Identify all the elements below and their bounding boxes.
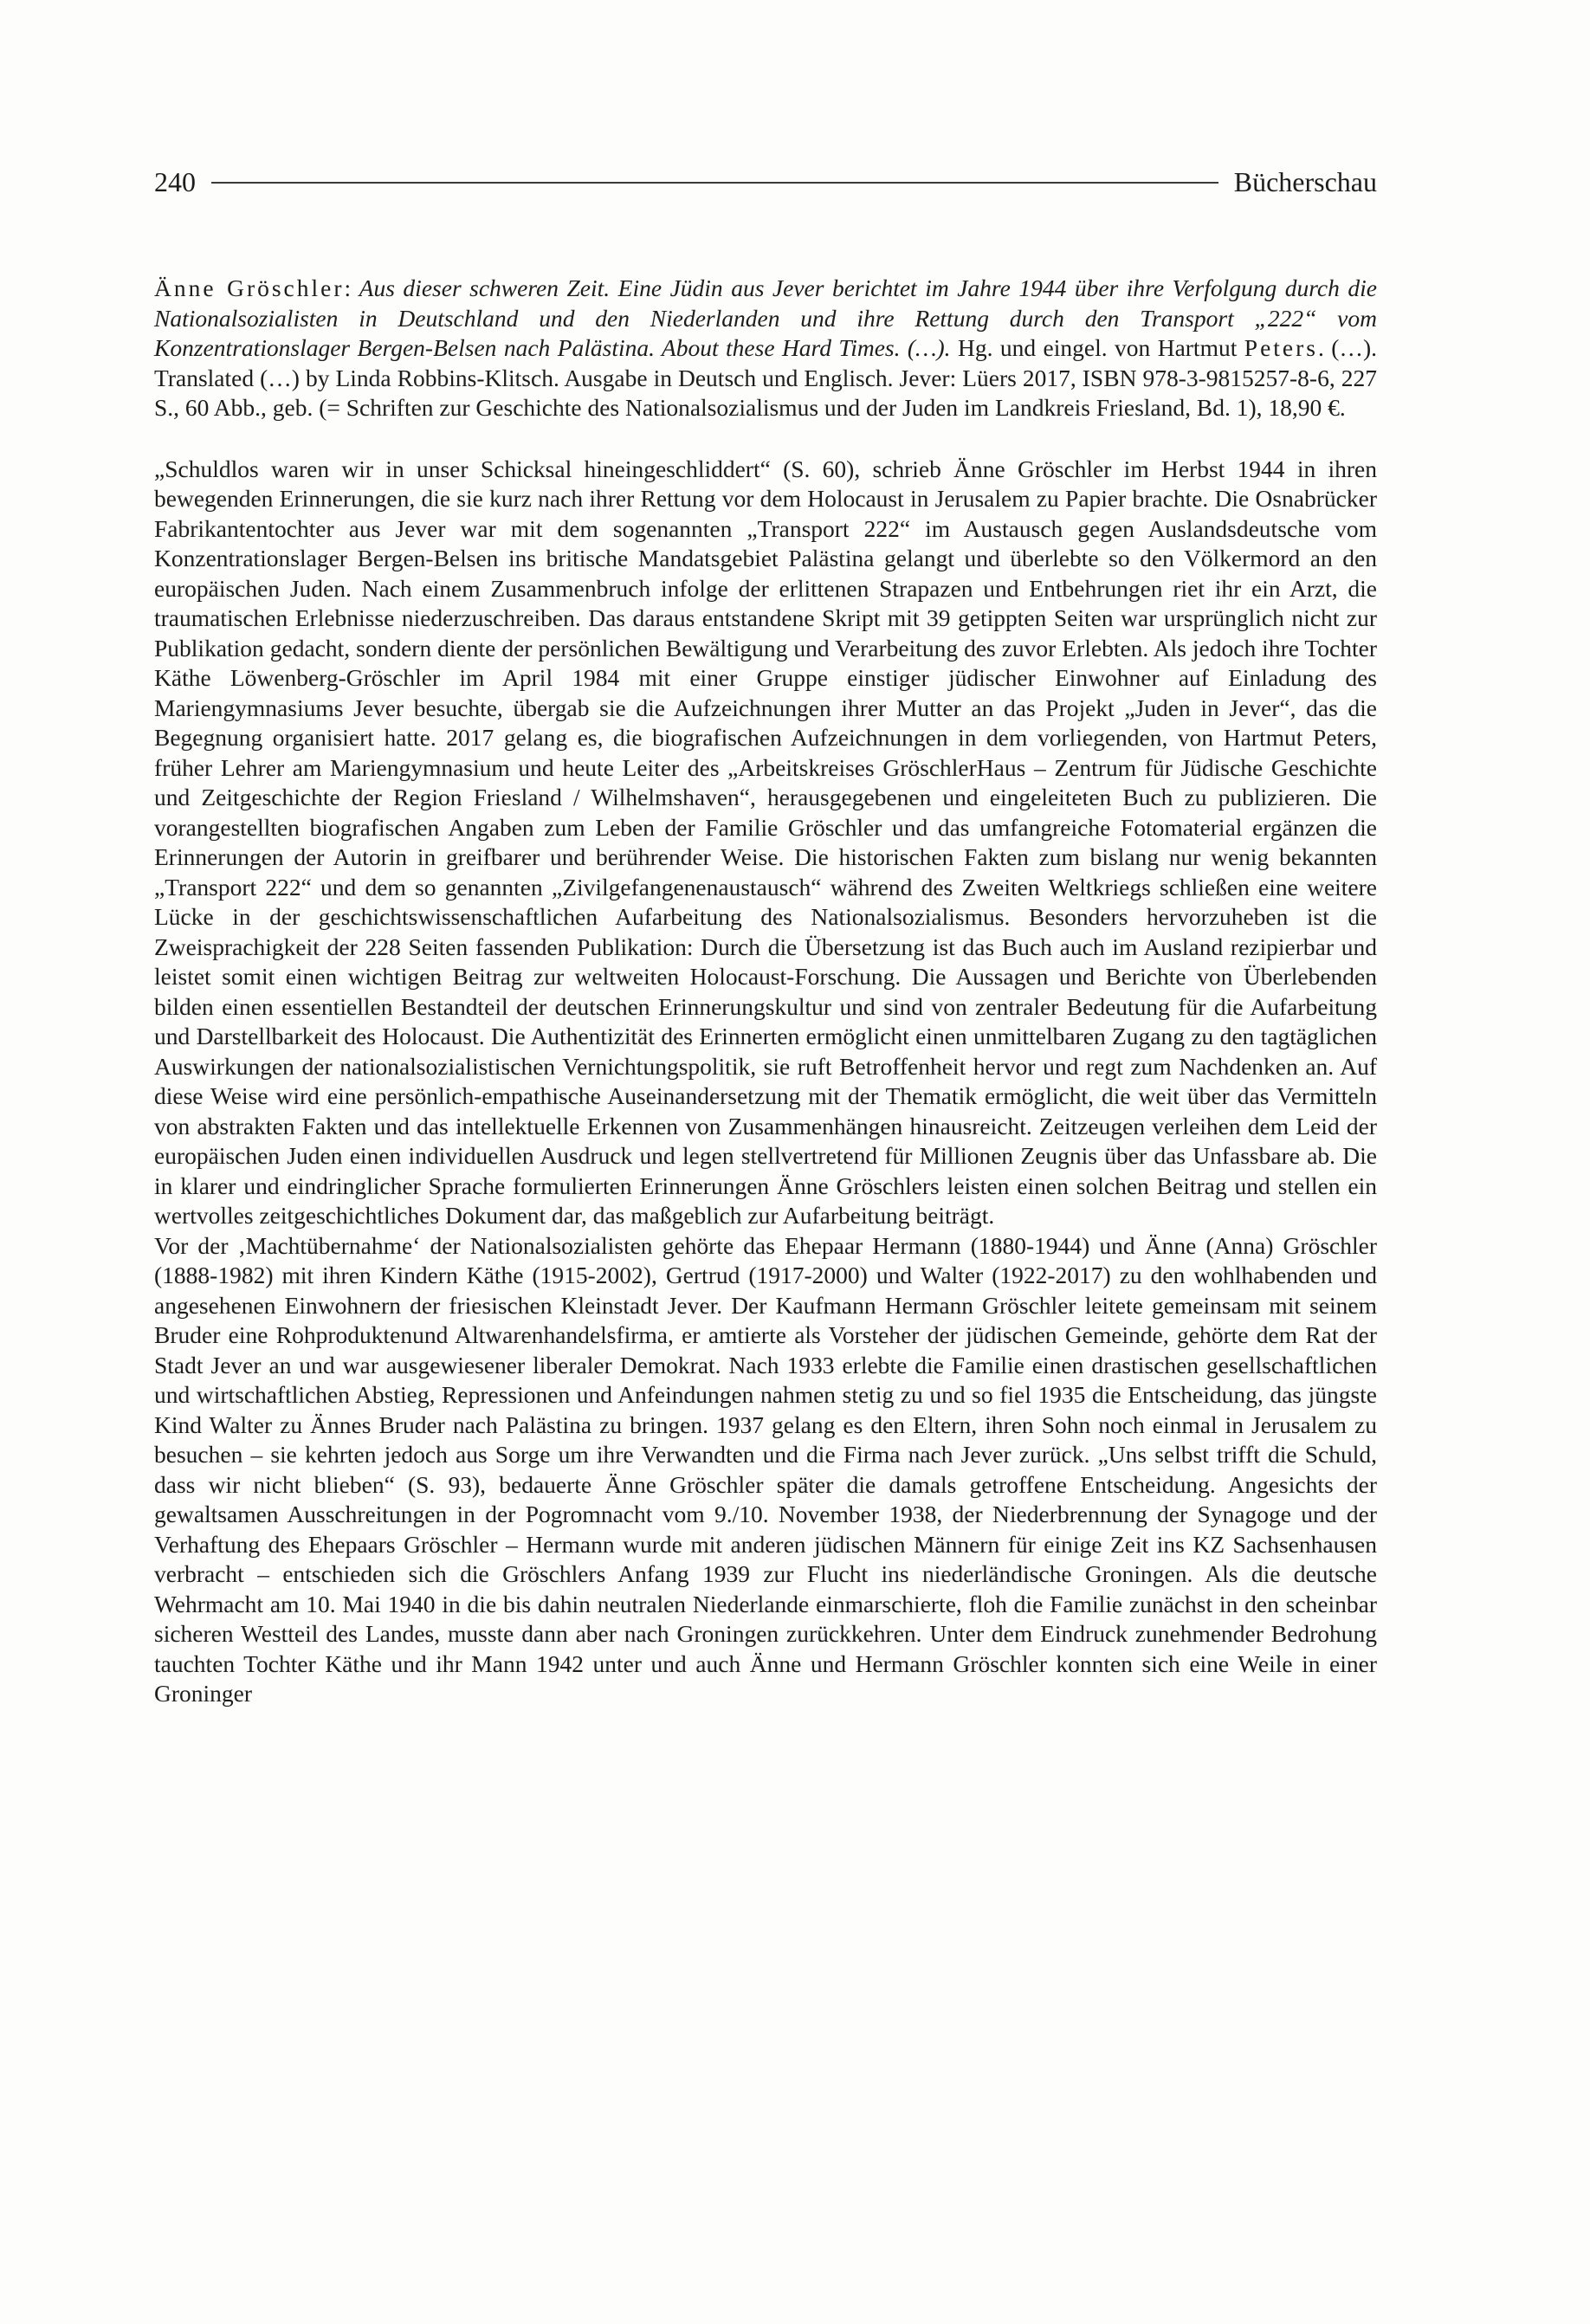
book-title: Aus dieser schweren Zeit. Eine Jüdin aus Jever berichtet im Jahre 1944 über ihre Verfolgung durch die Nationalsozialisten in Deutschland und den Niederlanden und ihre Rettung durch den Transport „222“ vom Konzentrationslager Bergen-Belsen nach Palästina. About these Hard Times. (…). [154,274,1377,361]
header-rule [211,182,1218,184]
book-author: Änne Gröschler [154,274,345,301]
editor-surname: Peters [1244,334,1318,361]
author-separator: : [344,274,359,301]
review-paragraph: Vor der ‚Machtübernahme‘ der Nationalsozialisten gehörte das Ehepaar Hermann (1880-1944) und Änne (Anna) Gröschler (1888-1982) mit ihren Kindern Käthe (1915-2002), Gertrud (1917-2000) und Walter (1922-2017) zu den wohlhabenden und angesehenen Einwohnern der friesischen Kleinstadt Jever. Der Kaufmann Hermann Gröschler leitete gemeinsam mit seinem Bruder eine Rohproduktenund Altwarenhandelsfirma, er amtierte als Vorsteher der jüdischen Gemeinde, gehörte dem Rat der Stadt Jever an und war ausgewiesener liberaler Demokrat. Nach 1933 erlebte die Familie einen drastischen gesellschaftlichen und wirtschaftlichen Abstieg, Repressionen und Anfeindungen nahmen stetig zu und so fiel 1935 die Entscheidung, das jüngste Kind Walter zu Ännes Bruder nach Palästina zu bringen. 1937 gelang es den Eltern, ihren Sohn noch einmal in Jerusalem zu besuchen – sie kehrten jedoch aus Sorge um ihre Verwandten und die Firma nach Jever zurück. „Uns selbst trifft die Schuld, dass wir nicht blieben“ (S. 93), bedauerte Änne Gröschler später die damals getroffene Entscheidung. Angesichts der gewaltsamen Ausschreitungen in der Pogromnacht vom 9./10. November 1938, der Niederbrennung der Synagoge und der Verhaftung des Ehepaars Gröschler – Hermann wurde mit anderen jüdischen Männern für einige Zeit ins KZ Sachsenhausen verbracht – entschieden sich die Gröschlers Anfang 1939 zur Flucht ins niederländische Groningen. Als die deutsche Wehrmacht am 10. Mai 1940 in die bis dahin neutralen Niederlande einmarschierte, floh die Familie zunächst in den scheinbar sicheren Westteil des Landes, musste dann aber nach Groningen zurückkehren. Unter dem Eindruck zunehmender Bedrohung tauchten Tochter Käthe und ihr Mann 1942 unter und auch Änne und Hermann Gröschler konnten sich eine Weile in einer Groninger [154,1231,1377,1707]
editor-prefix: Hg. und eingel. von Hartmut [950,334,1244,361]
section-title: Bücherschau [1233,166,1377,197]
bibliographic-entry [154,274,1377,423]
running-head [154,165,1377,199]
page-number: 240 [154,166,196,197]
book-page [154,165,1377,1709]
review-paragraph: „Schuldlos waren wir in unser Schicksal hineingeschliddert“ (S. 60), schrieb Änne Gröschler im Herbst 1944 in ihren bewegenden Erinnerungen, die sie kurz nach ihrer Rettung vor dem Holocaust in Jerusalem zu Papier brachte. Die Osnabrücker Fabrikantentochter aus Jever war mit dem sogenannten „Transport 222“ im Austausch gegen Auslandsdeutsche vom Konzentrationslager Bergen-Belsen ins britische Mandatsgebiet Palästina gelangt und überlebte so den Völkermord an den europäischen Juden. Nach einem Zusammenbruch infolge der erlittenen Strapazen und Entbehrungen riet ihr ein Arzt, die traumatischen Erlebnisse niederzuschreiben. Das daraus entstandene Skript mit 39 getippten Seiten war ursprünglich nicht zur Publikation gedacht, sondern diente der persönlichen Bewältigung und Verarbeitung des zuvor Erlebten. Als jedoch ihre Tochter Käthe Löwenberg-Gröschler im April 1984 mit einer Gruppe einstiger jüdischer Einwohner auf Einladung des Mariengymnasiums Jever besuchte, übergab sie die Aufzeichnungen ihrer Mutter an das Projekt „Juden in Jever“, das die Begegnung organisiert hatte. 2017 gelang es, die biografischen Aufzeichnungen in dem vorliegenden, von Hartmut Peters, früher Lehrer am Mariengymnasium und heute Leiter des „Arbeitskreises GröschlerHaus – Zentrum für Jüdische Geschichte und Zeitgeschichte der Region Friesland / Wilhelmshaven“, herausgegebenen und eingeleiteten Buch zu publizieren. Die vorangestellten biografischen Angaben zum Leben der Familie Gröschler und das umfangreiche Fotomaterial ergänzen die Erinnerungen der Autorin in greifbarer und berührender Weise. Die historischen Fakten zum bislang nur wenig bekannten „Transport 222“ und dem so genannten „Zivilgefangenenaustausch“ während des Zweiten Weltkriegs schließen eine weitere Lücke in der geschichtswissenschaftlichen Aufarbeitung des Nationalsozialismus. Besonders hervorzuheben ist die Zweisprachigkeit der 228 Seiten fassenden Publikation: Durch die Übersetzung ist das Buch auch im Ausland rezipierbar und leistet somit einen wichtigen Beitrag zur weltweiten Holocaust-Forschung. Die Aussagen und Berichte von Überlebenden bilden einen essentiellen Bestandteil der deutschen Erinnerungskultur und sind von zentraler Bedeutung für die Aufarbeitung und Darstellbarkeit des Holocaust. Die Authentizität des Erinnerten ermöglicht einen unmittelbaren Zugang zu den tagtäglichen Auswirkungen der nationalsozialistischen Vernichtungspolitik, sie ruft Betroffenheit hervor und regt zum Nachdenken an. Auf diese Weise wird eine persönlich-empathische Auseinandersetzung mit der Thematik ermöglicht, die weit über das Vermitteln von abstrakten Fakten und das intellektuelle Erkennen von Zusammenhängen hinausreicht. Zeitzeugen verleihen dem Leid der europäischen Juden einen individuellen Ausdruck und legen stellvertretend für Millionen Zeugnis über das Unfassbare ab. Die in klarer und eindringlicher Sprache formulierten Erinnerungen Änne Gröschlers leisten einen solchen Beitrag und stellen ein wertvolles zeitgeschichtliches Dokument dar, das maßgeblich zur Aufarbeitung beiträgt. [154,455,1377,1229]
review-body [154,455,1377,1709]
publication-details: . (…). Translated (…) by Linda Robbins-Klitsch. Ausgabe in Deutsch und Englisch. Jever: Lüers 2017, ISBN 978-3-9815257-8-6, 227 S., 60 Abb., geb. (= Schriften zur Geschichte des Nationalsozialismus und der Juden im Landkreis Friesland, Bd. 1), 18,90 €. [154,334,1377,421]
